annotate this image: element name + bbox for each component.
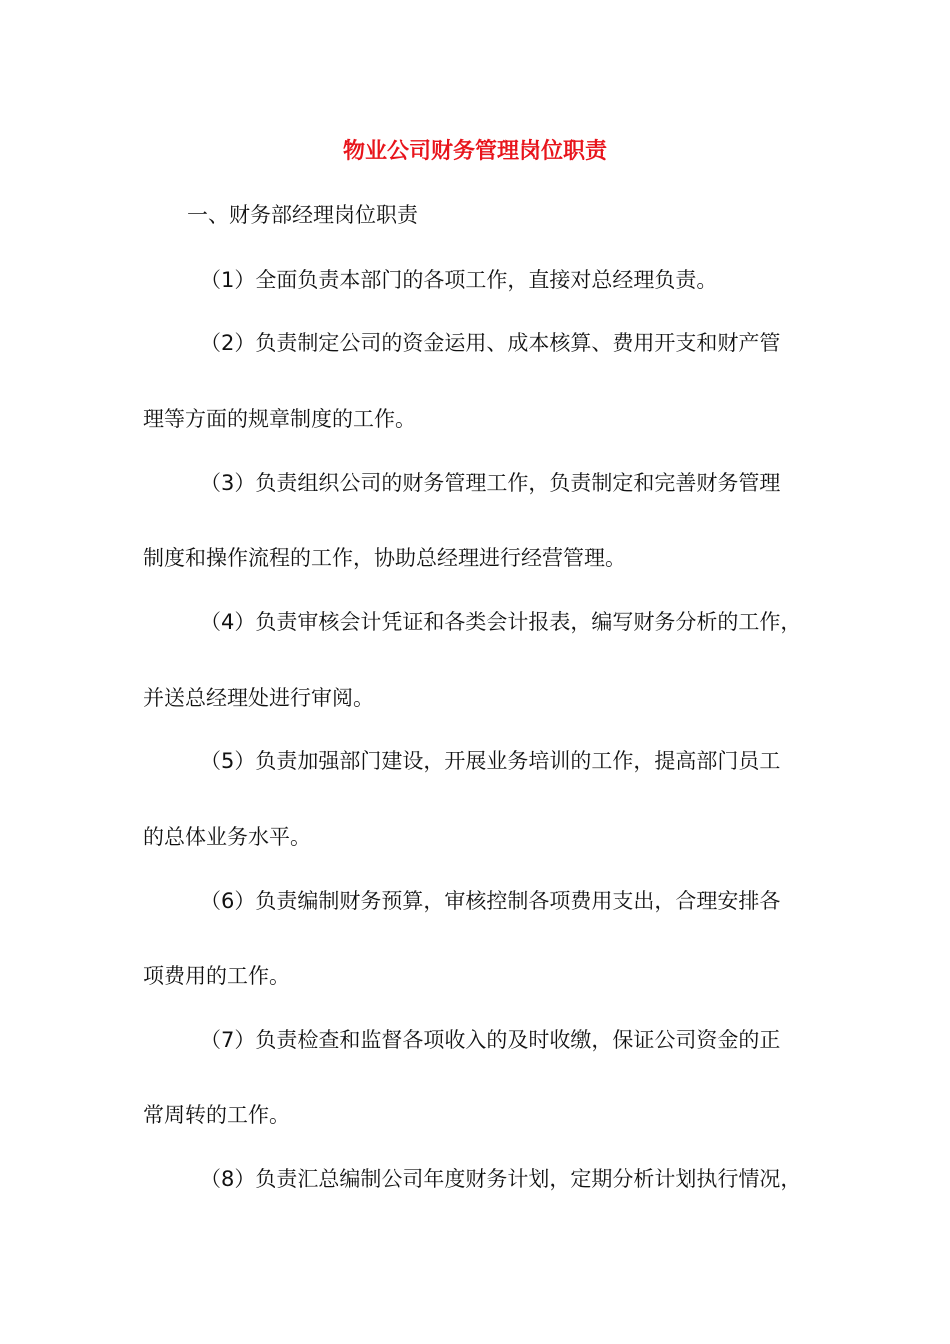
item-6-line-1: （6）负责编制财务预算，审核控制各项费用支出，合理安排各 — [200, 889, 781, 913]
item-7-line-1: （7）负责检查和监督各项收入的及时收缴，保证公司资金的正 — [200, 1028, 781, 1052]
item-3-line-2: 制度和操作流程的工作，协助总经理进行经营管理。 — [143, 546, 626, 570]
item-2-line-2: 理等方面的规章制度的工作。 — [143, 407, 416, 431]
item-6-line-2: 项费用的工作。 — [143, 964, 290, 988]
document-title: 物业公司财务管理岗位职责 — [342, 139, 607, 164]
item-4-line-2: 并送总经理处进行审阅。 — [143, 686, 374, 710]
item-5-line-2: 的总体业务水平。 — [143, 825, 311, 849]
item-8-line-1: （8）负责汇总编制公司年度财务计划，定期分析计划执行情况， — [200, 1167, 802, 1191]
item-7-line-2: 常周转的工作。 — [143, 1103, 290, 1127]
item-1-line-1: （1）全面负责本部门的各项工作，直接对总经理负责。 — [200, 268, 718, 292]
item-5-line-1: （5）负责加强部门建设，开展业务培训的工作，提高部门员工 — [200, 749, 781, 773]
item-3-line-1: （3）负责组织公司的财务管理工作，负责制定和完善财务管理 — [200, 471, 781, 495]
section-heading: 一、财务部经理岗位职责 — [187, 203, 418, 227]
item-2-line-1: （2）负责制定公司的资金运用、成本核算、费用开支和财产管 — [200, 331, 781, 355]
item-4-line-1: （4）负责审核会计凭证和各类会计报表，编写财务分析的工作， — [200, 610, 802, 634]
